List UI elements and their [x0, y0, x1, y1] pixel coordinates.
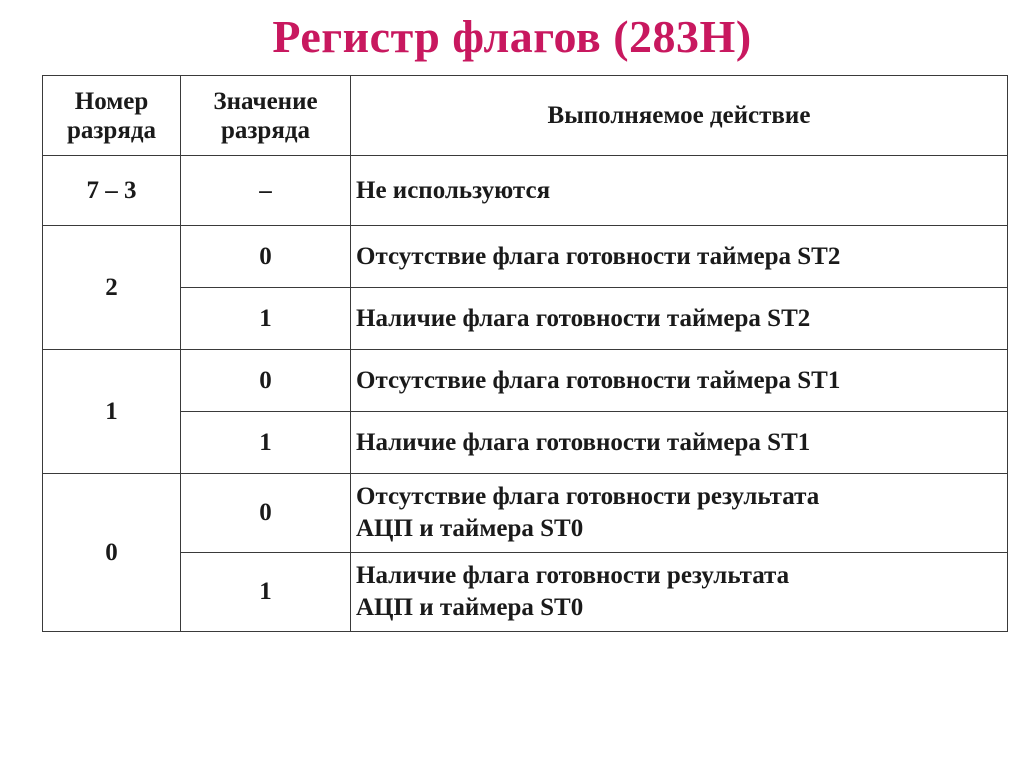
table-row-unused — [43, 156, 1008, 226]
table-row-bit0-v0 — [43, 474, 1008, 553]
table-row-bit2-v1 — [43, 288, 1008, 350]
table-row-bit2-v0 — [43, 226, 1008, 288]
cell-action-bit2-v0: Отсутствие флага готовности таймера ST2 — [351, 226, 1008, 288]
slide-title: Регистр флагов (283Н) — [272, 11, 752, 62]
cell-value-bit2-v0: 0 — [181, 226, 351, 288]
cell-action-bit2-v1: Наличие флага готовности таймера ST2 — [351, 288, 1008, 350]
cell-action-bit0-v1-line2: АЦП и таймера ST0 — [356, 594, 584, 621]
header-row — [43, 76, 1008, 156]
header-bit-value-line1: Значение — [213, 87, 318, 115]
table-row-bit1-v1 — [43, 412, 1008, 474]
cell-action-bit0-v1 — [351, 553, 1008, 632]
cell-value-unused: – — [181, 156, 351, 226]
table-row-bit1-v0 — [43, 350, 1008, 412]
table-row-bit0-v1 — [43, 553, 1008, 632]
header-bit-value-line2: разряда — [220, 116, 311, 144]
cell-bit-unused: 7 – 3 — [43, 156, 181, 226]
cell-action-bit0-v1-line1: Наличие флага готовности результата — [356, 562, 790, 589]
cell-action-bit0-v0-line2: АЦП и таймера ST0 — [356, 515, 584, 542]
header-bit-value — [181, 76, 351, 156]
cell-action-bit0-v0 — [351, 474, 1008, 553]
flag-register-table — [42, 75, 1008, 632]
cell-value-bit2-v1: 1 — [181, 288, 351, 350]
cell-value-bit1-v1: 1 — [181, 412, 351, 474]
cell-action-bit1-v0: Отсутствие флага готовности таймера ST1 — [351, 350, 1008, 412]
cell-value-bit0-v1: 1 — [181, 553, 351, 632]
cell-action-bit1-v1: Наличие флага готовности таймера ST1 — [351, 412, 1008, 474]
cell-bit-0: 0 — [43, 474, 181, 632]
cell-value-bit1-v0: 0 — [181, 350, 351, 412]
header-bit-number-line2: разряда — [66, 116, 157, 144]
cell-bit-2: 2 — [43, 226, 181, 350]
cell-action-unused: Не используются — [351, 156, 1008, 226]
header-bit-number-line1: Номер — [74, 87, 149, 115]
header-bit-number — [43, 76, 181, 156]
header-action: Выполняемое действие — [351, 76, 1008, 156]
cell-action-bit0-v0-line1: Отсутствие флага готовности результата — [356, 483, 820, 510]
cell-bit-1: 1 — [43, 350, 181, 474]
cell-value-bit0-v0: 0 — [181, 474, 351, 553]
